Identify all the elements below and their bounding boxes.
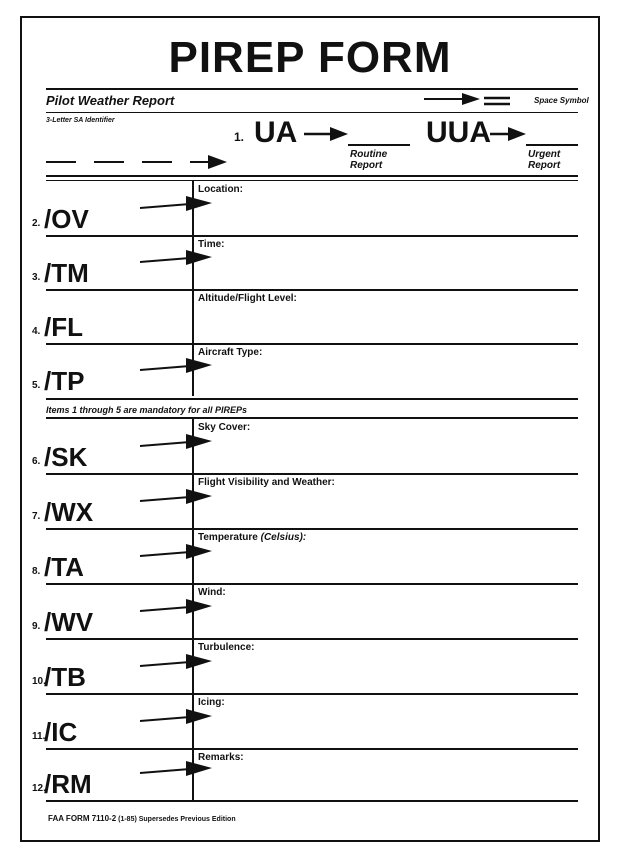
urgent-report-label: Urgent Report [528, 149, 561, 171]
row-code: /SK [44, 442, 88, 472]
row-entry-field[interactable] [194, 252, 578, 288]
row-code: /TA [44, 552, 84, 582]
sa-identifier-label: 3-Letter SA Identifier [46, 117, 115, 124]
row-code: /WX [44, 497, 94, 527]
row-field-label: Temperature (Celsius): [198, 532, 307, 543]
row-field-label: Altitude/Flight Level: [198, 293, 297, 304]
pirep-row-ic [22, 694, 598, 749]
row-entry-field[interactable] [194, 435, 578, 472]
space-symbol-label: Space Symbol [534, 96, 589, 105]
uua-code: UUA [426, 116, 491, 149]
row-entry-field[interactable] [194, 197, 578, 234]
pirep-row-tb [22, 639, 598, 694]
row-code: /TB [44, 662, 86, 692]
row-field-label: Aircraft Type: [198, 347, 263, 358]
pirep-row-sk [22, 419, 598, 474]
row-entry-field[interactable] [194, 600, 578, 637]
form-footer: FAA FORM 7110-2 (1-85) Supersedes Previous Edition [48, 814, 236, 823]
routine-report-blank[interactable] [348, 144, 410, 146]
pirep-row-tp [22, 344, 598, 398]
urgent-report-blank[interactable] [526, 144, 578, 146]
item1-bottom-rule [46, 175, 578, 177]
row-number: 8. [32, 566, 41, 577]
pirep-row-tm [22, 236, 598, 290]
row-field-label: Sky Cover: [198, 422, 251, 433]
subtitle-rule [46, 112, 578, 113]
row-entry-field[interactable] [194, 710, 578, 747]
row-entry-field[interactable] [194, 765, 578, 799]
row-entry-field[interactable] [194, 306, 578, 342]
uua-arrow-icon [490, 124, 526, 144]
mandatory-note: Items 1 through 5 are mandatory for all PIREPs [46, 405, 248, 415]
row-field-label: Time: [198, 239, 225, 250]
row-divider [46, 800, 578, 802]
row-number: 2. [32, 218, 41, 229]
ua-code: UA [254, 116, 298, 149]
row-number: 5. [32, 380, 41, 391]
pirep-row-wv [22, 584, 598, 639]
row-number: 12. [32, 783, 46, 794]
row-number: 9. [32, 621, 41, 632]
pirep-row-fl [22, 290, 598, 344]
pirep-row-wx [22, 474, 598, 529]
row-code: /OV [44, 204, 89, 234]
row-field-label: Wind: [198, 587, 226, 598]
routine-report-label: Routine Report [350, 149, 388, 171]
row-code: /WV [44, 607, 94, 637]
row-entry-field[interactable] [194, 490, 578, 527]
pirep-row-ta [22, 529, 598, 584]
row-code: /FL [44, 312, 83, 342]
row-code: /TP [44, 366, 85, 396]
row-code: /IC [44, 717, 78, 747]
row-field-label: Flight Visibility and Weather: [198, 477, 335, 488]
row-number: 7. [32, 511, 41, 522]
row-number: 10. [32, 676, 46, 687]
row-field-label: Turbulence: [198, 642, 255, 653]
space-symbol-icon [422, 90, 532, 112]
row-code: /RM [44, 769, 92, 799]
form-title: PIREP FORM [168, 33, 452, 82]
form-subtitle: Pilot Weather Report [46, 93, 175, 108]
sa-identifier-dashes [46, 150, 228, 170]
row-number: 6. [32, 456, 41, 467]
row-code: /TM [44, 258, 89, 288]
item1-number: 1. [234, 130, 245, 144]
pirep-row-rm [22, 749, 598, 801]
mandatory-top-rule [46, 398, 578, 400]
pirep-form [20, 16, 600, 842]
row-number: 4. [32, 326, 41, 337]
ua-arrow-icon [304, 124, 348, 144]
row-field-label: Icing: [198, 697, 225, 708]
row-entry-field[interactable] [194, 545, 578, 582]
row-entry-field[interactable] [194, 655, 578, 692]
row-number: 11. [32, 731, 46, 742]
row-entry-field[interactable] [194, 360, 578, 396]
row-field-label: Location: [198, 184, 243, 195]
row-number: 3. [32, 272, 41, 283]
row-field-label: Remarks: [198, 752, 244, 763]
pirep-row-ov [22, 181, 598, 236]
